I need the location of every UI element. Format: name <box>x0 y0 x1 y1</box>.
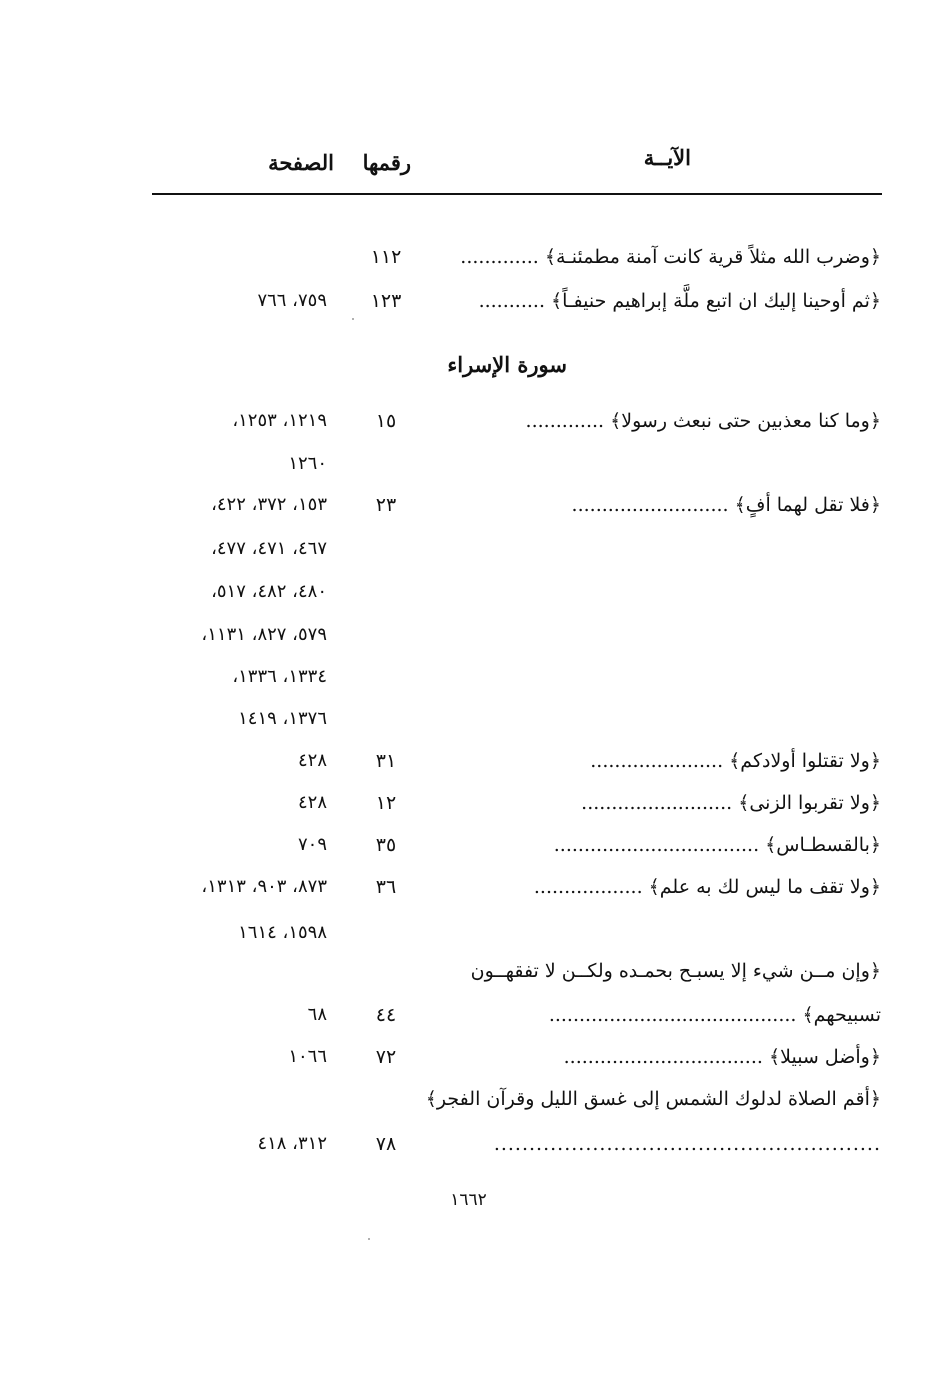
page-refs: ٦٨ <box>307 1004 327 1025</box>
column-header-number: رقمها <box>362 150 411 175</box>
page-refs: ١٠٦٦ <box>288 1046 327 1067</box>
page-refs: ٣١٢، ٤١٨ <box>257 1133 327 1154</box>
ayah-number: ٣١ <box>375 750 397 772</box>
header-rule <box>152 193 882 195</box>
ayah-number: ١١٢ <box>370 246 402 268</box>
page-refs: ٨٧٣، ٩٠٣، ١٣١٣، <box>201 876 327 897</box>
page-refs: ١٣٣٤، ١٣٣٦، <box>232 666 327 687</box>
ayah-number: ٧٢ <box>375 1046 397 1068</box>
ayah-text-line: ﴿وإن مــن شيء إلا يسبـح بحمـده ولكــن لا تفقهــون <box>470 960 881 982</box>
page-refs: ٧٥٩، ٧٦٦ <box>257 290 327 311</box>
scan-speck <box>368 1238 370 1240</box>
ayah-number: ٧٨ <box>375 1133 397 1155</box>
page-number: ١٦٦٢ <box>450 1190 487 1210</box>
ayah-text: ﴿وأضل سبيلا﴾ ................................. <box>563 1046 881 1068</box>
ayah-text: ﴿بالقسطـاس﴾ .................................. <box>553 834 881 856</box>
ayah-text: ﴿ولا تقربوا الزنى﴾ ......................... <box>581 792 881 814</box>
column-header-ayah: الآيــة <box>643 145 691 170</box>
ayah-number: ١٢٣ <box>370 290 402 312</box>
page-refs: ١٢١٩، ١٢٥٣، <box>232 410 327 431</box>
ayah-number: ٣٥ <box>375 834 397 856</box>
ayah-number: ٣٦ <box>375 876 397 898</box>
page-refs: ٧٠٩ <box>297 834 327 855</box>
ayah-text-line: ﴿أقم الصلاة لدلوك الشمس إلى غسق الليل وقرآن الفجر﴾ <box>425 1088 881 1110</box>
page-refs: ٤٨٠، ٤٨٢، ٥١٧، <box>211 581 327 602</box>
ayah-text: ﴿ثم أوحينا إليك ان اتبع ملَّة إبراهيم حنيفـاً﴾ ........... <box>478 290 881 312</box>
page-refs: ١٢٦٠ <box>288 453 327 474</box>
page-refs: ١٥٩٨، ١٦١٤ <box>238 922 327 943</box>
ayah-number: ٢٣ <box>375 494 397 516</box>
ayah-text: ....................................................... <box>493 1133 881 1155</box>
scan-speck <box>352 318 354 320</box>
ayah-text: ﴿فلا تقل لهما أفٍ﴾ .......................... <box>571 494 881 516</box>
ayah-text: ﴿ولا تقتلوا أولادكم﴾ ...................... <box>590 750 881 772</box>
column-header-page: الصفحة <box>268 150 334 175</box>
ayah-text: ﴿وضرب الله مثلاً قرية كانت آمنة مطمئنـة﴾ ............. <box>460 246 881 268</box>
surah-heading: سورة الإسراء <box>447 352 567 377</box>
ayah-text: تسبيحهم﴾ ......................................... <box>548 1004 881 1026</box>
page-refs: ٤٢٨ <box>297 792 327 813</box>
ayah-text: ﴿ولا تقف ما ليس لك به علم﴾ .................. <box>533 876 881 898</box>
page-refs: ١٣٧٦، ١٤١٩ <box>238 708 327 729</box>
ayah-number: ٤٤ <box>375 1004 397 1026</box>
ayah-number: ١٥ <box>375 410 397 432</box>
ayah-text: ﴿وما كنا معذبين حتى نبعث رسولا﴾ ............. <box>525 410 881 432</box>
page-refs: ٤٦٧، ٤٧١، ٤٧٧، <box>211 538 327 559</box>
page-refs: ٤٢٨ <box>297 750 327 771</box>
page-refs: ١٥٣، ٣٧٢، ٤٢٢، <box>211 494 327 515</box>
page-refs: ٥٧٩، ٨٢٧، ١١٣١، <box>201 624 327 645</box>
ayah-number: ١٢ <box>375 792 397 814</box>
